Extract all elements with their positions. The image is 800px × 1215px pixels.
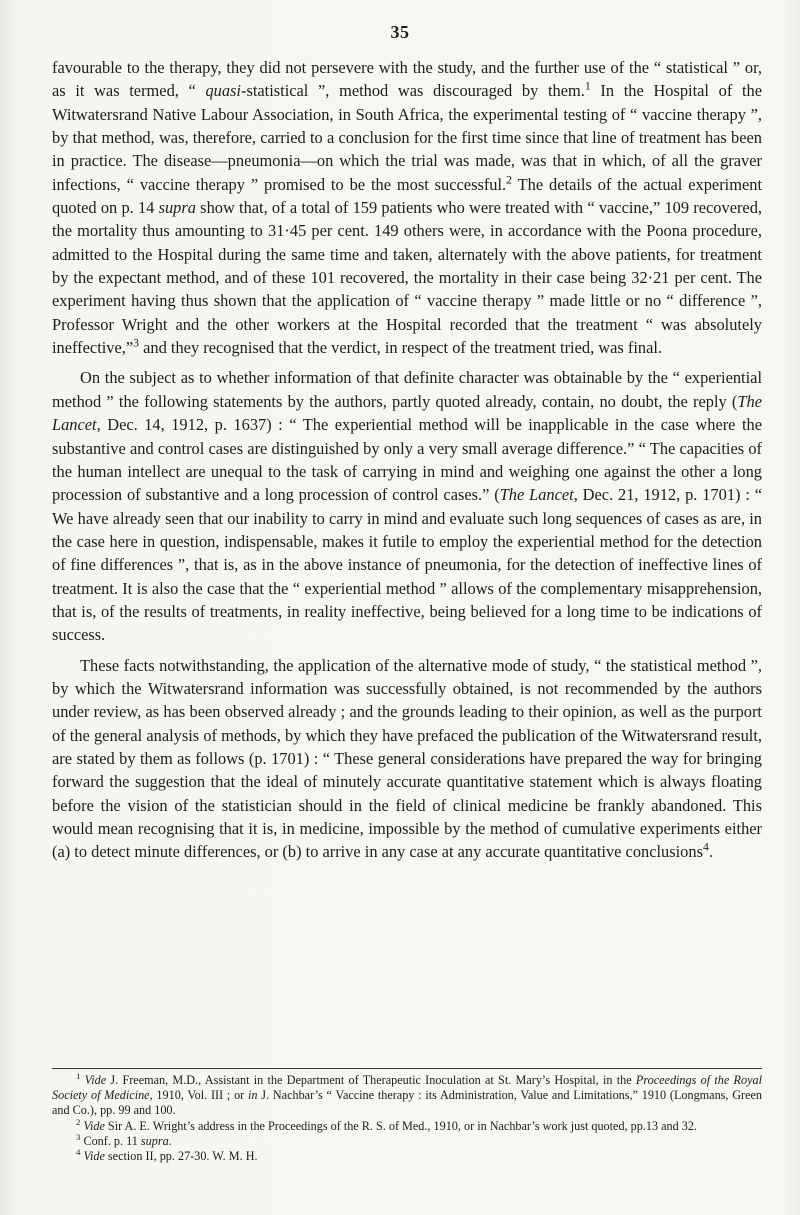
text-run: Conf. p. 11 [80, 1133, 141, 1148]
footnote-divider [52, 1068, 762, 1069]
text-run: These facts notwithstanding, the application of the alternative mode of study, “ the statistical method ”, by which the Witwatersrand information was successfully obtained, is not recommended by the authors under review, as has been observed already ; and the grounds leading to their opinion, as well as the purport of the general analysis of methods, by which they have prefaced the publication of the Witwatersrand result, are stated by them as follows (p. 1701) : “ These general considerations have prepared the way for bringing forward the suggestion that the ideal of minutely accurate quantitative statement which is always floating before the vision of the statistician should in the field of clinical medicine be frankly abandoned. This would mean recognising that it is, in medicine, impossible by the method of cumulative experiments either (a) to detect minute differences, or (b) to arrive in any case at any accurate quantitative conclusions [52, 655, 762, 862]
text-run: -statistical ”, method was discouraged by them. [241, 81, 585, 101]
text-run: , Dec. 21, 1912, p. 1701) : “ We have already seen that our inability to carry in mind and evaluate such long sequences of cases as are, in the case here in question, indispensable, makes it futile to employ the experiential method for the detection of fine differences ”, that is, as in the above instance of pneumonia, for the detection of ineffective lines of treatment. It is also the case that the “ experiential method ” allows of the complementary misapprehension, that is, of the results of treatments, in reality ineffective, being believed for a long time to be indications of success. [52, 485, 762, 645]
text-run: favourable to the therapy, they did not persevere with the study, and the further use of the “ statistical ” or, as it was termed, “ [52, 58, 762, 101]
body-text [52, 56, 762, 864]
footnote-marker: 1 [76, 1070, 81, 1081]
text-run: . [708, 842, 713, 862]
paragraph [52, 654, 762, 864]
text-run: Sir A. E. Wright’s address in the Proceedings of the R. S. of Med., 1910, or in Nachbar’s work just quoted, pp.13 and 32. [104, 1118, 697, 1133]
text-run: On the subject as to whether information of that definite character was obtainable by the “ experiential method ” the following statements by the authors, partly quoted already, contain, no doubt, the reply ( [52, 368, 762, 411]
footnote [52, 1070, 763, 1119]
text-run: , Dec. 14, 1912, p. 1637) : “ The experiential method will be inapplicable in the case where the substantive and control cases are distinguished by only a very small average difference.” “ The capacities of the human intellect are unequal to the task of carrying in mind and weighing one against the other a long procession of substantive and a long procession of control cases.” ( [52, 415, 762, 505]
text-run: section II, pp. 27-30. W. M. H. [104, 1149, 258, 1164]
italic-text: supra [158, 198, 196, 218]
italic-text: Vide [83, 1118, 105, 1133]
text-run: J. Freeman, M.D., Assistant in the Department of Therapeutic Inoculation at St. Mary’s Hospital, in the [106, 1073, 636, 1087]
text-run: In the Hospital of the Witwatersrand Native Labour Association, in South Africa, the experimental testing of “ vaccine therapy ”, by that method, was, therefore, carried to a conclusion for the first time since that line of treatment has been in practice. The disease—pneumonia—on which the trial was made, was that in which, of all the graver infections, “ vaccine therapy ” promised to be the most successful. [52, 81, 762, 194]
italic-text: Vide [84, 1073, 107, 1087]
footnote-marker: 4 [76, 1146, 81, 1157]
page-number: 35 [390, 22, 410, 42]
italic-text: Vide [83, 1149, 105, 1164]
text-run: show that, of a total of 159 patients who were treated with “ vaccine,” 109 recovered, the mortality thus amounting to 31·45 per cent. 149 others were, in accordance with the Poona procedure, admitted to the Hospital during the same time and taken, alternately with the above patients, for treatment by the expectant method, and of these 101 recovered, the mortality in their case being 32·21 per cent. The experiment having thus shown that the application of “ vaccine therapy ” made little or no “ difference ”, Professor Wright and the other workers at the Hospital recorded that the treatment “ was absolutely ineffective,” [52, 198, 762, 358]
footnote-marker: 2 [506, 172, 513, 187]
italic-text: Proceedings of the Royal Society of Medicine [52, 1073, 762, 1103]
footnote [52, 1116, 762, 1134]
text-run: , 1910, Vol. III ; or [149, 1088, 249, 1103]
italic-text: quasi [205, 81, 241, 101]
italic-text: in [248, 1088, 258, 1103]
footnote-marker: 3 [76, 1131, 81, 1142]
footnote-marker: 2 [76, 1116, 81, 1127]
text-run: and they recognised that the verdict, in respect of the treatment tried, was final. [139, 338, 663, 358]
text-run: J. Nachbar’s “ Vaccine therapy : its Administration, Value and Limitations,” 1910 (Longmans, Green and Co.), pp. 99 and 100. [52, 1088, 763, 1118]
footnote-marker: 3 [133, 335, 140, 350]
footnotes [52, 1070, 763, 1164]
paragraph [52, 366, 762, 646]
text-run: The details of the actual experiment quoted on p. 14 [52, 174, 762, 218]
paragraph [52, 56, 762, 359]
footnote [52, 1131, 762, 1149]
italic-text: The Lancet [52, 391, 762, 435]
footnote-marker: 4 [702, 839, 709, 854]
italic-text: supra [140, 1133, 169, 1148]
italic-text: The Lancet [499, 485, 574, 505]
footnote-marker: 1 [584, 78, 591, 93]
text-run: . [168, 1133, 172, 1148]
footnote [52, 1146, 762, 1164]
